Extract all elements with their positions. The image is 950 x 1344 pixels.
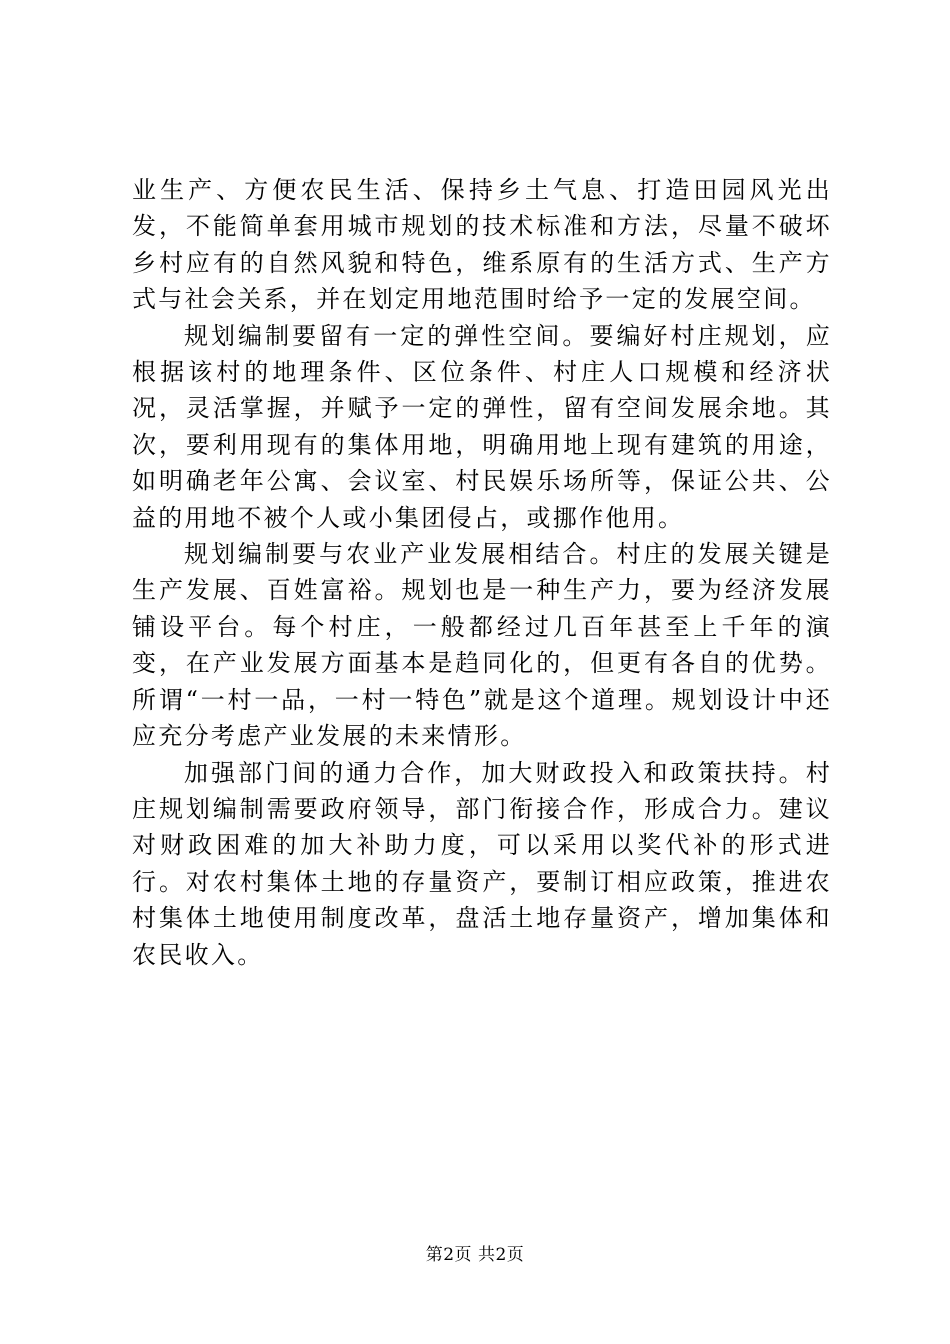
paragraph-industry-integration: 规划编制要与农业产业发展相结合。村庄的发展关键是生产发展、百姓富裕。规划也是一种生产力，要为经济发展铺设平台。每个村庄，一般都经过几百年甚至上千年的演变，在产业发展方面基本是趋同化的，但更有各自的优势。所谓“一村一品，一村一特色”就是这个道理。规划设计中还应充分考虑产业发展的未来情形。: [132, 540, 832, 751]
document-body: [132, 172, 832, 973]
paragraph-continuation: 业生产、方便农民生活、保持乡土气息、打造田园风光出发，不能简单套用城市规划的技术标准和方法，尽量不破坏乡村应有的自然风貌和特色，维系原有的生活方式、生产方式与社会关系，并在划定用地范围时给予一定的发展空间。: [132, 176, 832, 314]
page-number-footer: 第2页 共2页: [425, 1245, 525, 1265]
paragraph-department-cooperation: 加强部门间的通力合作，加大财政投入和政策扶持。村庄规划编制需要政府领导，部门衔接合作，形成合力。建议对财政困难的加大补助力度，可以采用以奖代补的形式进行。对农村集体土地的存量资产，要制订相应政策，推进农村集体土地使用制度改革，盘活土地存量资产，增加集体和农民收入。: [132, 758, 832, 969]
paragraph-flexible-planning: 规划编制要留有一定的弹性空间。要编好村庄规划，应根据该村的地理条件、区位条件、村庄人口规模和经济状况，灵活掌握，并赋予一定的弹性，留有空间发展余地。其次，要利用现有的集体用地，明确用地上现有建筑的用途，如明确老年公寓、会议室、村民娱乐场所等，保证公共、公益的用地不被个人或小集团侵占，或挪作他用。: [132, 321, 832, 532]
